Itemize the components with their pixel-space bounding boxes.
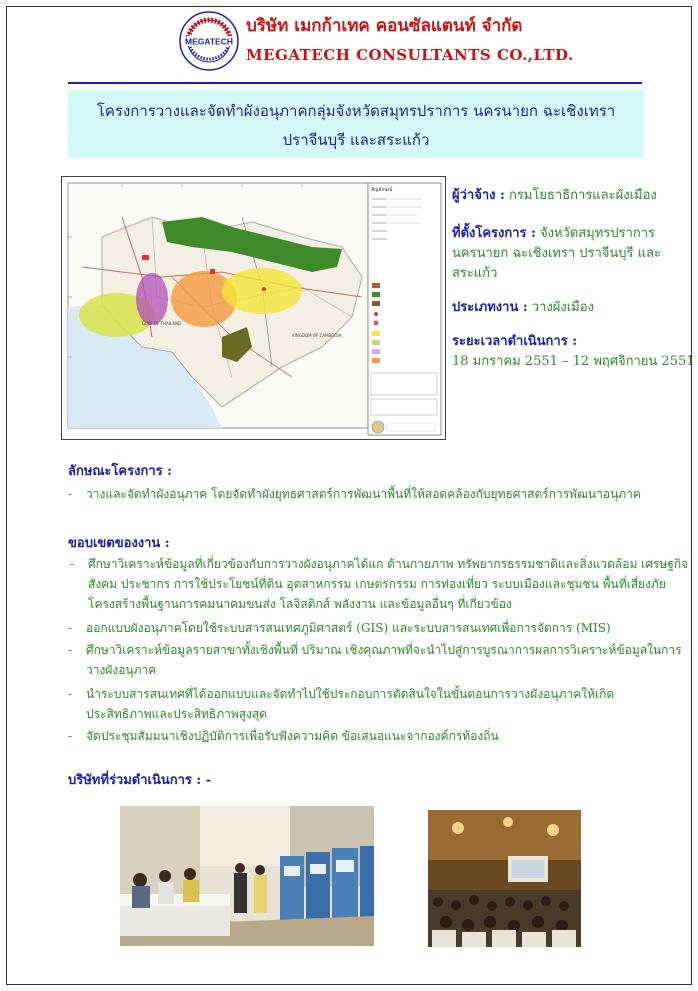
location-value-2: นครนายก ฉะเชิงเทรา ปราจีนบุรี และ bbox=[452, 246, 661, 261]
client-value: กรมโยธาธิการและผังเมือง bbox=[508, 188, 657, 203]
period-info bbox=[452, 332, 695, 372]
svg-text:KINGDOM OF CAMBODIA: KINGDOM OF CAMBODIA bbox=[292, 333, 342, 338]
svg-text:สัญลักษณ์: สัญลักษณ์ bbox=[371, 187, 393, 193]
work-type-label: ประเภทงาน : bbox=[452, 300, 528, 315]
svg-text:MEGATECH: MEGATECH bbox=[184, 36, 234, 47]
scope-heading: ขอบเขตของงาน : bbox=[68, 536, 170, 551]
company-name-thai: บริษัท เมกก้าเทค คอนซัลแตนท์ จำกัด bbox=[246, 16, 523, 36]
company-name-english: MEGATECH CONSULTANTS CO.,LTD. bbox=[246, 46, 574, 64]
client-label: ผู้ว่าจ้าง : bbox=[452, 188, 505, 203]
project-title-box bbox=[68, 90, 644, 158]
location-label: ที่ตั้งโครงการ : bbox=[452, 226, 536, 241]
partners-heading: บริษัทที่ร่วมดำเนินการ : - bbox=[68, 773, 212, 788]
work-type-value: วางผังเมือง bbox=[531, 300, 594, 315]
megatech-logo bbox=[178, 10, 240, 72]
client-info bbox=[452, 186, 657, 206]
header-divider bbox=[68, 82, 642, 84]
location-value-1: จังหวัดสมุทรปราการ bbox=[540, 226, 656, 241]
svg-text:GULF OF THAILAND: GULF OF THAILAND bbox=[142, 321, 182, 326]
project-area-map bbox=[61, 176, 446, 440]
project-title-line-2: ปราจีนบุรี และสระแก้ว bbox=[282, 131, 430, 149]
location-info bbox=[452, 224, 661, 284]
period-label: ระยะเวลาดำเนินการ : bbox=[452, 334, 578, 349]
characteristics-heading: ลักษณะโครงการ : bbox=[68, 464, 172, 479]
location-value-3: สระแก้ว bbox=[452, 266, 498, 281]
exhibition-photo bbox=[120, 806, 374, 946]
project-title-line-1: โครงการวางและจัดทำผังอนุภาคกลุ่มจังหวัดสมุทรปราการ นครนายก ฉะเชิงเทรา bbox=[96, 102, 616, 120]
period-value: 18 มกราคม 2551 – 12 พฤศจิกายน 2551 bbox=[452, 354, 695, 369]
seminar-photo bbox=[428, 810, 581, 947]
work-type-info bbox=[452, 298, 594, 318]
